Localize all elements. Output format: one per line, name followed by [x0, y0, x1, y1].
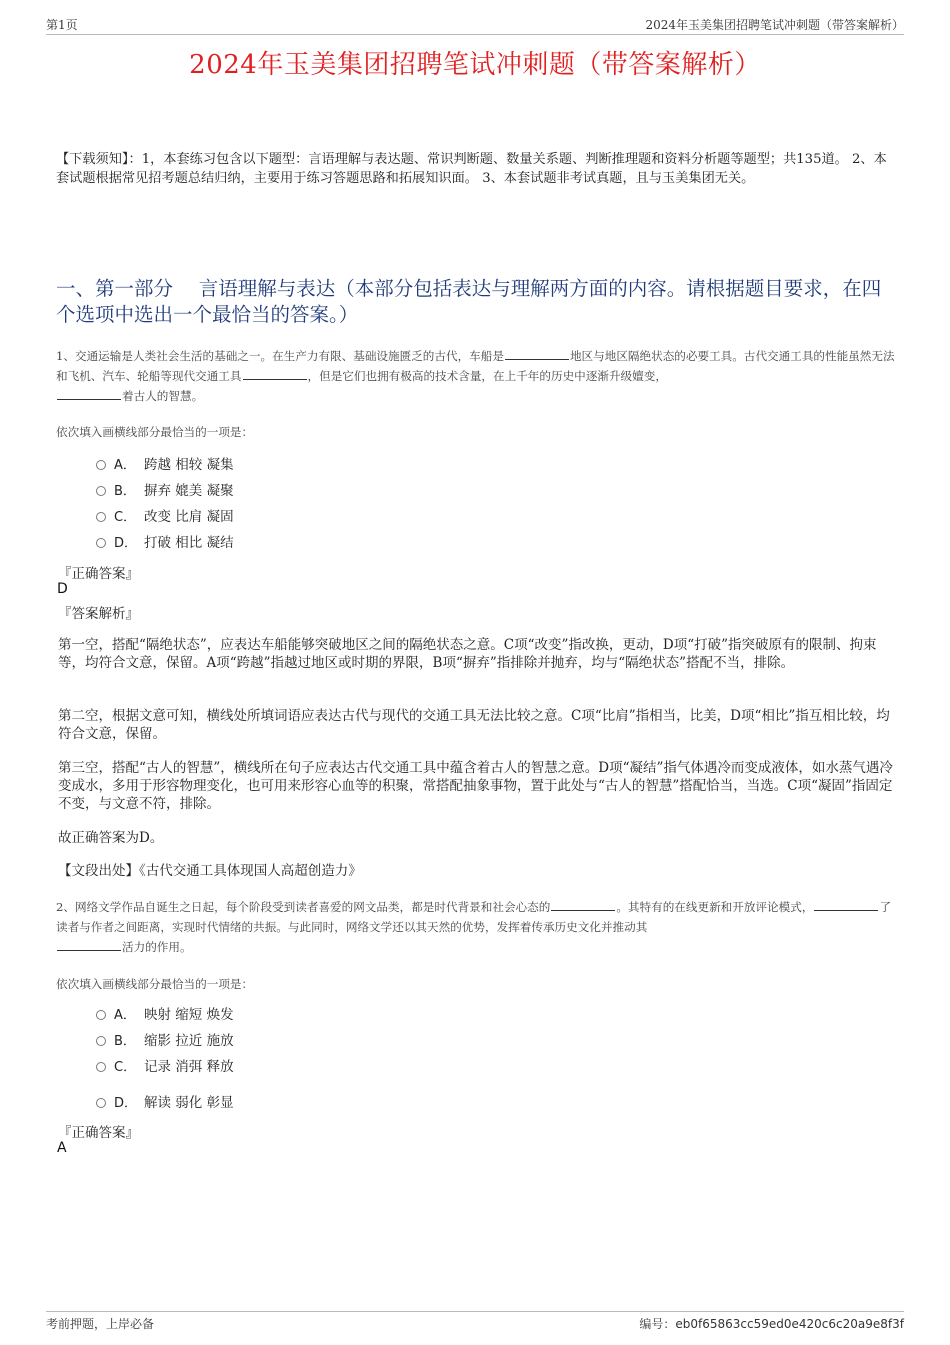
- radio-icon[interactable]: [96, 460, 106, 470]
- question-2-text-c: 了读者与作者之间距离，实现时代情绪的共振。与此同时，网络文学还以其天然的优势，发挥着传承历史文化并推动其: [56, 900, 892, 934]
- correct-answer-label: 『正确答案』: [58, 1125, 139, 1141]
- question-1-option-a[interactable]: A． 跨越 相较 凝集: [96, 455, 234, 475]
- question-2-text-d: 活力的作用。: [122, 940, 192, 954]
- question-2-option-c[interactable]: C． 记录 消弭 释放: [96, 1057, 234, 1077]
- blank-line: [57, 938, 121, 951]
- question-2-text-a: 2、网络文学作品自诞生之日起，每个阶段受到读者喜爱的网文品类，都是时代背景和社会心态的: [56, 900, 551, 914]
- question-1-option-d[interactable]: D． 打破 相比 凝结: [96, 533, 234, 553]
- radio-icon[interactable]: [96, 1098, 106, 1108]
- question-2-text-b: 。其特有的在线更新和开放评论模式，: [616, 900, 814, 914]
- page-number: 第1页: [46, 18, 78, 32]
- question-1-text-c: ，但是它们也拥有极高的技术含量，在上千年的历史中逐渐升级嬗变，: [307, 369, 667, 383]
- radio-icon[interactable]: [96, 486, 106, 496]
- blank-line: [814, 898, 878, 911]
- question-1-text-d: 着古人的智慧。: [122, 389, 204, 403]
- blank-line: [243, 367, 307, 380]
- document-title: 2024年玉美集团招聘笔试冲刺题（带答案解析）: [189, 50, 761, 80]
- header-doc-title: 2024年玉美集团招聘笔试冲刺题（带答案解析）: [645, 18, 904, 32]
- radio-icon[interactable]: [96, 1036, 106, 1046]
- analysis-paragraph-2: 第二空，根据文意可知，横线处所填词语应表达古代与现代的交通工具无法比较之意。C项“比肩”指相当，比美，D项“相比”指互相比较，均符合文意，保留。: [58, 708, 890, 742]
- blank-line: [505, 347, 569, 360]
- radio-icon[interactable]: [96, 538, 106, 548]
- question-1-prompt: 依次填入画横线部分最恰当的一项是：: [56, 425, 254, 439]
- blank-line: [551, 898, 615, 911]
- section-heading: 一、第一部分 言语理解与表达（本部分包括表达与理解两方面的内容。请根据题目要求，在四个选项中选出一个最恰当的答案。）: [56, 277, 882, 326]
- correct-answer: A: [57, 1140, 67, 1156]
- correct-answer: D: [57, 581, 68, 597]
- page-header: [46, 14, 904, 35]
- question-1-text-b: 地区与地区隔绝状态的必要工具。古代交通工具的性能虽然无法和飞机、汽车、轮船等现代交通工具: [56, 349, 895, 383]
- question-2-option-a[interactable]: A． 映射 缩短 焕发: [96, 1005, 234, 1025]
- radio-icon[interactable]: [96, 1010, 106, 1020]
- radio-icon[interactable]: [96, 512, 106, 522]
- analysis-paragraph-3: 第三空，搭配“古人的智慧”，横线所在句子应表达古代交通工具中蕴含着古人的智慧之意。D项“凝结”指气体遇冷而变成液体，如水蒸气遇冷变成水，多用于形容物理变化，也可用来形容心血等的积聚，常搭配抽象事物，置于此处与“古人的智慧”搭配恰当，当选。C项“凝固”指固定不变，与文意不符，排除。: [58, 760, 893, 812]
- question-1-option-c[interactable]: C． 改变 比肩 凝固: [96, 507, 234, 527]
- footer-slogan: 考前押题，上岸必备: [46, 1317, 155, 1331]
- download-notice: 【下载须知】：1，本套练习包含以下题型：言语理解与表达题、常识判断题、数量关系题、判断推理题和资料分析题等题型；共135道。 2、本套试题根据常见招考题总结归纳，主要用于练习答题思路和拓展知识面。 3、本套试题非考试真题，且与玉美集团无关。: [56, 152, 887, 186]
- analysis-conclusion: 故正确答案为D。: [58, 830, 164, 846]
- analysis-paragraph-1: 第一空，搭配“隔绝状态”，应表达车船能够突破地区之间的隔绝状态之意。C项“改变”指改换，更动，D项“打破”指突破原有的限制、拘束等，均符合文意，保留。A项“跨越”指越过地区或时期的界限，B项“摒弃”指排除并抛弃，均与“隔绝状态”搭配不当，排除。: [58, 637, 877, 671]
- question-2-text: [56, 897, 898, 957]
- page-footer: [46, 1311, 904, 1332]
- question-1-text: [56, 346, 898, 406]
- question-2-option-b[interactable]: B． 缩影 拉近 施放: [96, 1031, 234, 1051]
- question-2-prompt: 依次填入画横线部分最恰当的一项是：: [56, 977, 254, 991]
- radio-icon[interactable]: [96, 1062, 106, 1072]
- passage-source: 【文段出处】《古代交通工具体现国人高超创造力》: [58, 863, 362, 879]
- question-1-option-b[interactable]: B． 摒弃 媲美 凝聚: [96, 481, 234, 501]
- correct-answer-label: 『正确答案』: [58, 566, 139, 582]
- question-2-option-d[interactable]: D． 解读 弱化 彰显: [96, 1093, 234, 1113]
- question-1-text-a: 1、交通运输是人类社会生活的基础之一。在生产力有限、基础设施匮乏的古代，车船是: [56, 349, 504, 363]
- blank-line: [57, 387, 121, 400]
- footer-code: 编号：eb0f65863cc59ed0e420c6c20a9e8f3f: [639, 1317, 904, 1331]
- analysis-label: 『答案解析』: [58, 606, 139, 622]
